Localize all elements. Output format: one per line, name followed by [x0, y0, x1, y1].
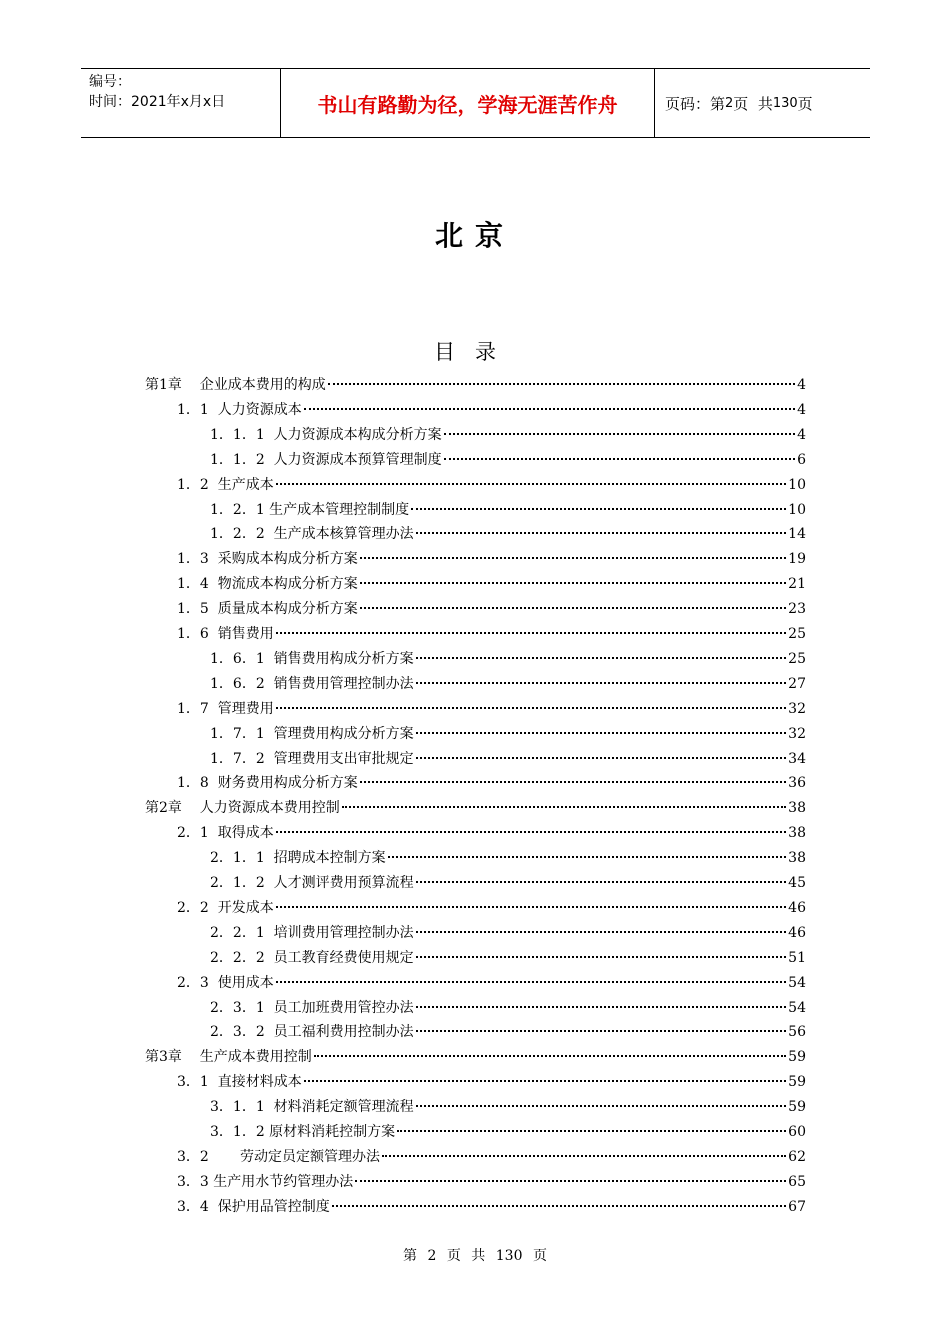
toc-entry[interactable] [210, 423, 806, 448]
toc-entry-page: 51 [788, 949, 806, 966]
toc-entry-page: 54 [788, 999, 806, 1016]
toc-entry-title: 1．1．1 人力资源成本构成分析方案 [210, 426, 442, 443]
toc-entry-title: 2．3 使用成本 [177, 974, 274, 991]
toc-leader-dots [416, 1105, 787, 1107]
footer-page: 2 [427, 1248, 437, 1264]
page-suffix: 页 [797, 94, 813, 113]
toc-entry-title: 3．1．2 原材料消耗控制方案 [210, 1124, 396, 1140]
header-page-info [655, 69, 870, 137]
toc-leader-dots [332, 1205, 786, 1207]
toc-entry-page: 59 [788, 1074, 806, 1091]
toc-leader-dots [314, 1055, 786, 1057]
toc-entry[interactable] [177, 398, 806, 423]
toc-leader-dots [360, 781, 786, 783]
toc-leader-dots [276, 981, 786, 983]
page-total: 130 [772, 95, 798, 111]
toc-leader-dots [342, 806, 786, 808]
toc-entry-title: 第2章 人力资源成本费用控制 [145, 800, 340, 817]
toc-entry[interactable] [210, 871, 806, 896]
toc-entry-page: 4 [797, 377, 806, 393]
toc-entry[interactable] [210, 747, 806, 772]
toc-entry-page: 25 [788, 650, 806, 667]
toc-entry-page: 65 [788, 1173, 806, 1190]
toc-entry-page: 6 [797, 451, 806, 468]
toc-leader-dots [276, 707, 786, 709]
city-title: 北京 [434, 219, 515, 252]
toc-entry-page: 59 [788, 1049, 806, 1066]
toc-entry-title: 1．2 生产成本 [177, 476, 274, 493]
toc-entry[interactable] [210, 498, 806, 523]
toc-leader-dots [304, 408, 795, 410]
toc-entry-page: 34 [788, 750, 806, 767]
toc-entry[interactable] [210, 647, 806, 672]
toc-entry-title: 3．1．1 材料消耗定额管理流程 [210, 1099, 414, 1116]
toc-leader-dots [444, 458, 795, 460]
toc-entry[interactable] [177, 622, 806, 647]
toc-entry-title: 3．1 直接材料成本 [177, 1074, 302, 1091]
toc-leader-dots [276, 906, 786, 908]
toc-entry[interactable] [210, 448, 806, 473]
page-number: 2 [725, 95, 734, 111]
toc-entry[interactable] [145, 796, 806, 821]
toc-entry[interactable] [210, 672, 806, 697]
toc-entry[interactable] [177, 572, 806, 597]
toc-entry-title: 1．2．1 生产成本管理控制制度 [210, 501, 410, 518]
toc-entry-page: 54 [788, 974, 806, 991]
toc-leader-dots [388, 856, 787, 858]
toc-entry-title: 1．1．2 人力资源成本预算管理制度 [210, 451, 442, 468]
footer-prefix: 第 [403, 1248, 418, 1264]
toc-entry-page: 14 [788, 526, 806, 543]
toc-entry[interactable] [177, 896, 806, 921]
page-mid: 页 共 [733, 94, 773, 113]
toc-entry-page: 56 [788, 1024, 806, 1041]
page-footer [0, 1245, 950, 1265]
toc-entry-title: 1．8 财务费用构成分析方案 [177, 775, 358, 792]
toc-entry-page: 4 [797, 401, 806, 418]
toc-leader-dots [416, 682, 787, 684]
toc-leader-dots [416, 931, 787, 933]
toc-entry-page: 10 [788, 476, 806, 493]
toc-entry-title: 2．2 开发成本 [177, 899, 274, 916]
toc-entry-page: 27 [788, 675, 806, 692]
footer-total: 130 [495, 1248, 523, 1264]
toc-leader-dots [276, 831, 786, 833]
toc-entry[interactable] [177, 1195, 806, 1220]
toc-entry-page: 19 [788, 551, 806, 568]
toc-entry[interactable] [145, 373, 806, 398]
toc-entry[interactable] [177, 597, 806, 622]
toc-entry-page: 4 [797, 426, 806, 443]
toc-leader-dots [416, 732, 787, 734]
toc-entry-title: 2．1 取得成本 [177, 825, 274, 842]
toc-entry-title: 1．3 采购成本构成分析方案 [177, 551, 358, 568]
toc-entry[interactable] [210, 996, 806, 1021]
toc-entry-title: 1．6．1 销售费用构成分析方案 [210, 650, 414, 667]
toc-leader-dots [411, 508, 786, 510]
toc-entry-title: 1．2．2 生产成本核算管理办法 [210, 526, 414, 543]
toc-leader-dots [416, 881, 787, 883]
toc-leader-dots [416, 956, 787, 958]
toc-entry-page: 59 [788, 1099, 806, 1116]
motto: 书山有路勤为径，学海无涯苦作舟 [281, 69, 655, 137]
toc-entry-title: 2．2．2 员工教育经费使用规定 [210, 949, 414, 966]
toc-entry-page: 67 [788, 1198, 806, 1215]
toc-leader-dots [416, 757, 787, 759]
page-header [81, 68, 870, 138]
toc-entry-title: 1．6．2 销售费用管理控制办法 [210, 675, 414, 692]
toc-leader-dots [304, 1080, 786, 1082]
toc-entry-page: 46 [788, 924, 806, 941]
toc-entry-title: 2．2．1 培训费用管理控制办法 [210, 924, 414, 941]
toc-leader-dots [416, 657, 787, 659]
toc-entry[interactable] [210, 722, 806, 747]
toc-entry-title: 3．4 保护用品管控制度 [177, 1198, 330, 1215]
toc-entry[interactable] [210, 846, 806, 871]
toc-entry[interactable] [145, 1045, 806, 1070]
toc-entry[interactable] [210, 921, 806, 946]
toc-leader-dots [355, 1180, 786, 1182]
toc-entry-page: 21 [788, 576, 806, 593]
toc-entry-title: 2．1．1 招聘成本控制方案 [210, 850, 386, 867]
toc-entry[interactable] [177, 1170, 806, 1195]
toc-entry[interactable] [210, 1120, 806, 1145]
toc-entry[interactable] [177, 1145, 806, 1170]
toc-leader-dots [444, 433, 795, 435]
toc-leader-dots [416, 1030, 787, 1032]
toc-entry-title: 2．3．1 员工加班费用管控办法 [210, 999, 414, 1016]
toc-entry[interactable] [177, 771, 806, 796]
toc-entry-page: 62 [788, 1148, 806, 1165]
toc-entry-title: 3．2 劳动定员定额管理办法 [177, 1148, 380, 1165]
toc-entry-page: 38 [788, 825, 806, 842]
toc-entry[interactable] [177, 697, 806, 722]
toc-entry-title: 1．1 人力资源成本 [177, 401, 302, 418]
toc-leader-dots [397, 1130, 786, 1132]
toc-entry-page: 45 [788, 875, 806, 891]
toc-entry-title: 1．6 销售费用 [177, 626, 274, 642]
toc-entry-title: 第3章 生产成本费用控制 [145, 1049, 312, 1066]
time-label: 时间：2021年x月x日 [89, 94, 226, 110]
toc-entry[interactable] [177, 971, 806, 996]
toc-leader-dots [328, 383, 795, 385]
toc-entry-page: 38 [788, 850, 806, 867]
toc-entry[interactable] [177, 821, 806, 846]
number-label: 编号： [89, 74, 131, 90]
toc-leader-dots [360, 607, 786, 609]
toc-entry[interactable] [177, 1070, 806, 1095]
toc-entry[interactable] [210, 1095, 806, 1120]
footer-mid: 页 共 [446, 1248, 486, 1264]
toc-entry-page: 60 [788, 1124, 806, 1140]
header-info-cell [81, 69, 281, 137]
page-prefix: 页码：第 [665, 94, 726, 113]
toc-entry-title: 3．3 生产用水节约管理办法 [177, 1173, 354, 1190]
footer-suffix: 页 [532, 1248, 547, 1264]
toc-entry-title: 2．3．2 员工福利费用控制办法 [210, 1024, 414, 1041]
toc-leader-dots [360, 582, 786, 584]
toc-leader-dots [360, 557, 786, 559]
toc-entry-title: 1．4 物流成本构成分析方案 [177, 576, 358, 593]
toc-entry-page: 32 [788, 700, 806, 717]
toc-entry-page: 36 [788, 775, 806, 792]
toc-entry-title: 2．1．2 人才测评费用预算流程 [210, 875, 414, 891]
toc-entry[interactable] [210, 522, 806, 547]
toc-entry[interactable] [210, 1020, 806, 1045]
toc-entry[interactable] [177, 473, 806, 498]
toc-entry-page: 25 [788, 626, 806, 642]
toc-entry-title: 第1章 企业成本费用的构成 [145, 377, 326, 393]
toc-entry-page: 23 [788, 601, 806, 618]
toc-entry-page: 32 [788, 725, 806, 742]
toc-title: 目录 [434, 340, 516, 364]
toc-entry-page: 38 [788, 800, 806, 817]
toc-leader-dots [416, 532, 787, 534]
toc-entry-title: 1．5 质量成本构成分析方案 [177, 601, 358, 618]
toc-leader-dots [276, 483, 786, 485]
toc-entry-page: 10 [788, 501, 806, 518]
toc-leader-dots [276, 632, 786, 634]
toc-entry-title: 1．7．2 管理费用支出审批规定 [210, 750, 414, 767]
toc-entry[interactable] [177, 547, 806, 572]
toc-entry-title: 1．7 管理费用 [177, 700, 274, 717]
toc-entry-page: 46 [788, 899, 806, 916]
toc-entry[interactable] [210, 946, 806, 971]
toc-leader-dots [416, 1006, 787, 1008]
toc-leader-dots [382, 1155, 786, 1157]
toc-entry-title: 1．7．1 管理费用构成分析方案 [210, 725, 414, 742]
